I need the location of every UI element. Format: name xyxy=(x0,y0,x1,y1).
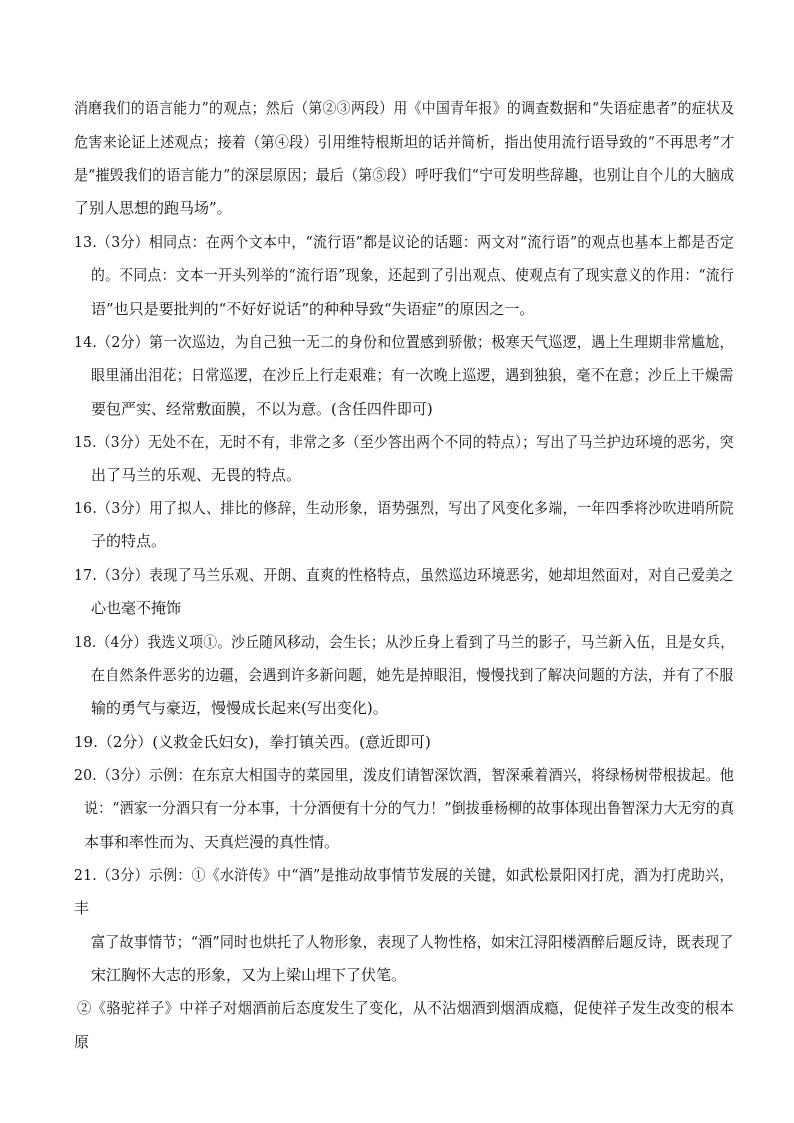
text-line: 心也毫不掩饰 xyxy=(91,599,182,617)
answer-17-line: 17.（3分）表现了马兰乐观、开朗、直爽的性格特点，虽然巡边环境恶劣，她却坦然面对，对自己爱美之 xyxy=(74,566,734,584)
answer-20-line: 20.（3分）示例：在东京大相国寺的菜园里，泼皮们请智深饮酒，智深乘着酒兴，将绿杨树带根拔起。他 xyxy=(74,766,734,784)
text-line: 眼里涌出泪花；日常巡逻，在沙丘上行走艰难；有一次晚上巡逻，遇到独狼，毫不在意；沙丘上干燥需 xyxy=(91,366,734,384)
text-line: ②《骆驼祥子》中祥子对烟酒前后态度发生了变化，从不沾烟酒到烟酒成瘾，促使祥子发生改变的根本 xyxy=(77,999,734,1017)
answer-15-line: 15.（3分）无处不在，无时不有，非常之多（至少答出两个不同的特点）；写出了马兰护边环境的恶劣，突 xyxy=(74,433,734,451)
text-line: 输的勇气与豪迈，慢慢成长起来(写出变化)。 xyxy=(91,699,388,717)
text-line: 说：“洒家一分酒只有一分本事，十分酒便有十分的气力！”倒拔垂杨柳的故事体现出鲁智深力大无穷的真 xyxy=(84,799,735,817)
text-line: 是“摧毁我们的语言能力”的深层原因；最后（第⑤段）呼吁我们“宁可发明些辞趣，也别让自个儿的大脑成 xyxy=(74,166,735,184)
text-line: 危害来论证上述观点；接着（第④段）引用维特根斯坦的话并简析，指出使用流行语导致的“不再思考”才 xyxy=(74,133,735,151)
text-line: 宋江胸怀大志的形象，又为上梁山埋下了伏笔。 xyxy=(91,966,407,984)
answer-18-line: 18.（4分）我选义项①。沙丘随风移动，会生长；从沙丘身上看到了马兰的影子，马兰新入伍，且是女兵， xyxy=(74,633,735,651)
text-line: 本事和率性而为、天真烂漫的真性情。 xyxy=(84,833,340,851)
text-line: 丰 xyxy=(74,899,90,917)
text-line: 富了故事情节；“酒”同时也烘托了人物形象，表现了人物性格，如宋江浔阳楼酒醉后题反诗，既表现了 xyxy=(91,933,734,951)
text-line: 原 xyxy=(74,1033,90,1051)
text-line: 消磨我们的语言能力”的观点；然后（第②③两段）用《中国青年报》的调查数据和“失语症患者”的症状及 xyxy=(74,99,735,117)
text-line: 出了马兰的乐观、无畏的特点。 xyxy=(91,466,302,484)
answer-21-line: 21.（3分）示例：①《水浒传》中“酒”是推动故事情节发展的关键，如武松景阳冈打虎，酒为打虎助兴， xyxy=(74,866,734,884)
text-line: 在自然条件恶劣的边疆，会遇到许多新问题，她先是掉眼泪，慢慢找到了解决问题的方法，并有了不服 xyxy=(91,666,734,684)
text-line: 要包严实、经常敷面膜，不以为意。(含任四件即可) xyxy=(91,400,433,418)
answer-16-line: 16.（3分）用了拟人、排比的修辞，生动形象，语势强烈，写出了风变化多端，一年四季将沙吹进哨所院 xyxy=(74,499,734,517)
answer-14-line: 14.（2分）第一次巡边，为自己独一无二的身份和位置感到骄傲；极寒天气巡逻，遇上生理期非常尴尬， xyxy=(74,333,734,351)
text-line: 语”也只是要批判的“不好好说话”的种种导致“失语症”的原因之一。 xyxy=(91,300,535,318)
text-line: 的。不同点：文本一开头列举的“流行语”现象，还起到了引出观点、使观点有了现实意义的作用：“流行 xyxy=(91,266,735,284)
text-line: 了别人思想的跑马场”。 xyxy=(74,199,232,217)
text-line: 子的特点。 xyxy=(91,532,167,550)
answer-13-line: 13.（3分）相同点：在两个文本中，“流行语”都是议论的话题：两文对“流行语”的观点也基本上都是否定 xyxy=(74,233,735,251)
answer-19-line: 19.（2分）(义救金氏妇女)，拳打镇关西。(意近即可) xyxy=(74,733,431,751)
